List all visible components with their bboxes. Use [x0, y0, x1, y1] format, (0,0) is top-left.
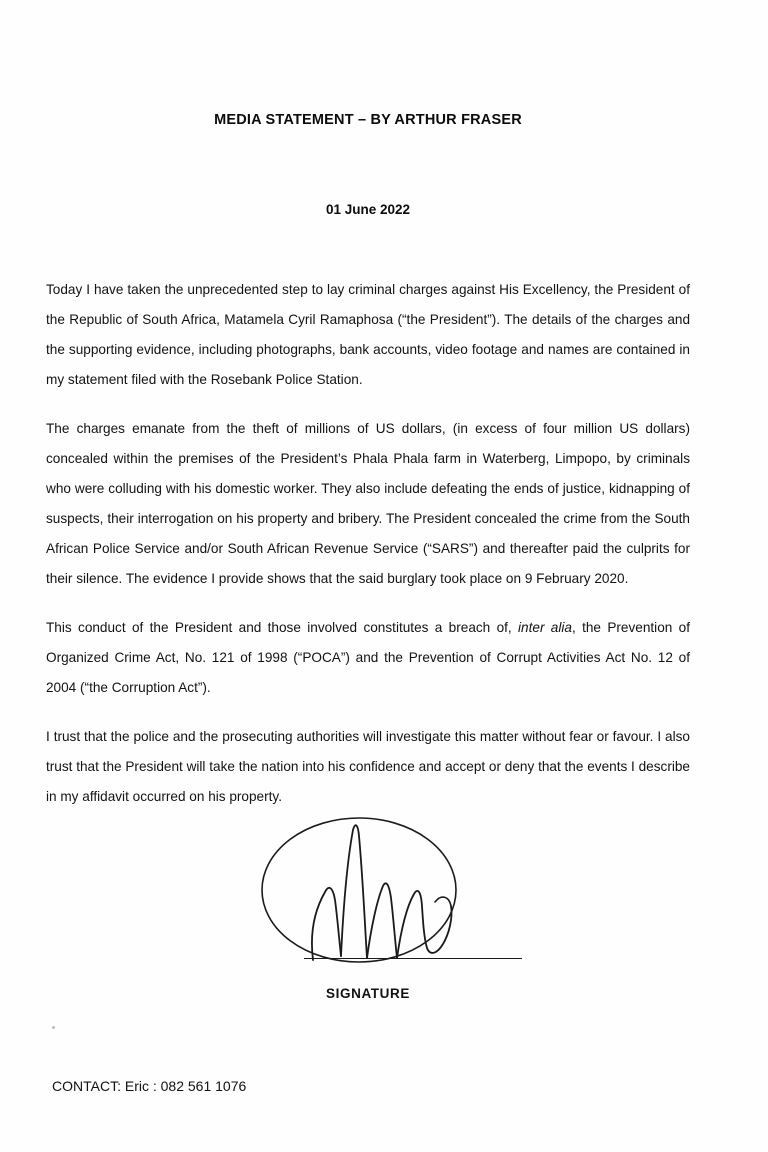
paragraph-2: The charges emanate from the theft of millions of US dollars, (in excess of four million US dollars) concealed within the premises of the President’s Phala Phala farm in Waterberg, Limpopo, by criminals who were colluding with his domestic worker. They also include defeating the ends of justice, kidnapping of suspects, their interrogation on his property and bribery. The President concealed the crime from the South African Police Service and/or South African Revenue Service (“SARS”) and thereafter paid the culprits for their silence. The evidence I provide shows that the said burglary took place on 9 February 2020.	[46, 421, 690, 586]
paragraph-1: Today I have taken the unprecedented step to lay criminal charges against His Excellency, the President of the Republic of South Africa, Matamela Cyril Ramaphosa (“the President”). The details of the charges and the supporting evidence, including photographs, bank accounts, video footage and names are contained in my statement filed with the Rosebank Police Station.	[46, 282, 690, 387]
paragraph-3-italic: inter alia	[518, 620, 572, 635]
paragraph-4: I trust that the police and the prosecuting authorities will investigate this matter without fear or favour. I also trust that the President will take the nation into his confidence and accept or deny that the events I describe in my affidavit occurred on his property.	[46, 729, 690, 804]
statement-text	[46, 275, 690, 812]
page-title: MEDIA STATEMENT – BY ARTHUR FRASER	[214, 112, 522, 128]
contact-line: CONTACT: Eric : 082 561 1076	[52, 1078, 247, 1094]
paragraph-3-tail: , the Prevention of Organized Crime Act, No. 121 of 1998 (“POCA”) and the Prevention of Corrupt Activities Act No. 12 of 2004 (“the Corruption Act”).	[46, 620, 690, 695]
signature-label: SIGNATURE	[326, 986, 410, 1001]
signature-area	[46, 818, 690, 1028]
statement-date: 01 June 2022	[325, 202, 411, 217]
document-body	[46, 0, 690, 1152]
paragraph-3	[46, 613, 690, 703]
signature-line	[304, 958, 522, 959]
paragraph-3-lead: This conduct of the President and those involved constitutes a breach of,	[46, 620, 519, 635]
